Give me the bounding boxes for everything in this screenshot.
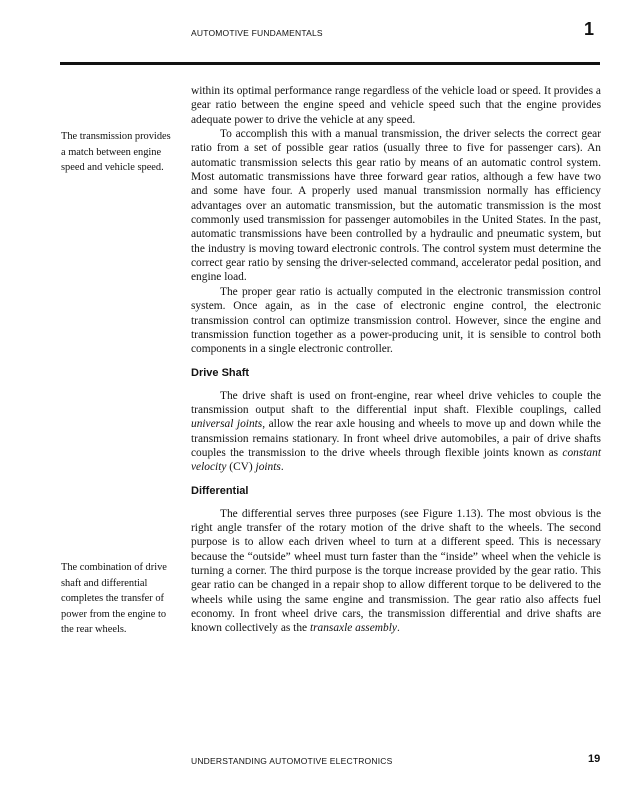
- section-heading-differential: Differential: [191, 484, 249, 497]
- text-run: (CV): [226, 461, 256, 474]
- text-run: .: [280, 461, 284, 474]
- running-footer: UNDERSTANDING AUTOMOTIVE ELECTRONICS: [191, 756, 393, 766]
- term-transaxle-assembly: transaxle assembly: [309, 622, 397, 635]
- paragraph: [191, 389, 601, 475]
- paragraph: within its optimal performance range regardless of the vehicle load or speed. It provides a gear ratio between the engine speed and vehicle speed such that the engine provides adequate power to drive the vehicle at any speed.: [191, 85, 601, 126]
- section-heading-drive-shaft: Drive Shaft: [191, 366, 250, 379]
- text-run: , allow the rear axle housing and wheels to move up and down while the transmission remains stationary. In front wheel drive automobiles, a pair of drive shafts couples the transmission to the drive wheels through flexible joints known as: [191, 418, 601, 459]
- text-run: The drive shaft is used on front-engine, rear wheel drive vehicles to couple the transmission output shaft to the differential input shaft. Flexible couplings, called: [191, 389, 601, 416]
- text-run: .: [396, 622, 400, 635]
- term-constant-velocity: constant velocity: [191, 446, 601, 474]
- text-run: The differential serves three purposes (see Figure 1.13). The most obvious is the right angle transfer of the rotary motion of the drive shaft to the wheels. The second purpose is to allow each driven wheel to turn at a different speed. This is necessary because the “outside” wheel must turn faster than the “inside” wheel when the vehicle is turning a corner. The third purpose is the torque increase provided by the gear ratio. This gear ratio can be changed in a repair shop to allow different torque to be delivered to the wheels while using the same engine and transmission. The gear ratio also affects fuel economy. In front wheel drive cars, the transmission differential and drive shafts are known collectively as the: [191, 507, 601, 635]
- paragraph: To accomplish this with a manual transmission, the driver selects the correct gear ratio from a set of possible gear ratios (usually three to five for passenger cars). An automatic transmission selects this gear ratio by means of an automatic control system. Most automatic transmissions have three forward gear ratios, although a few have two and some have four. A properly used manual transmission normally has efficiency advantages over an automatic transmission, but the automatic transmission is the most commonly used transmission for passenger automobiles in the United States. In the past, automatic transmissions have been controlled by a hydraulic and pneumatic system, but the industry is moving toward electronic controls. The control system must determine the correct gear ratio by sensing the driver-selected command, accelerator pedal position, and engine load.: [191, 128, 601, 284]
- term-universal-joints: universal joints: [191, 418, 263, 431]
- paragraph: The proper gear ratio is actually computed in the electronic transmission control system. Once again, as in the case of electronic engine control, the electronic transmission control can optimize transmission control. However, since the engine and transmission function together as a power-producing unit, it is sensible to control both components in a single electronic controller.: [191, 285, 601, 356]
- margin-note-drive-shaft: The combination of drive shaft and differential completes the transfer of power from the engine to the rear wheels.: [61, 562, 167, 635]
- margin-note-transmission: The transmission provides a match between engine speed and vehicle speed.: [61, 131, 171, 173]
- running-header: AUTOMOTIVE FUNDAMENTALS: [191, 28, 323, 38]
- paragraph: [191, 507, 601, 636]
- term-joints: joints: [255, 461, 281, 474]
- header-rule: [60, 62, 600, 65]
- page-number: 19: [588, 753, 601, 765]
- chapter-number: 1: [584, 19, 595, 39]
- body-text: [191, 84, 601, 636]
